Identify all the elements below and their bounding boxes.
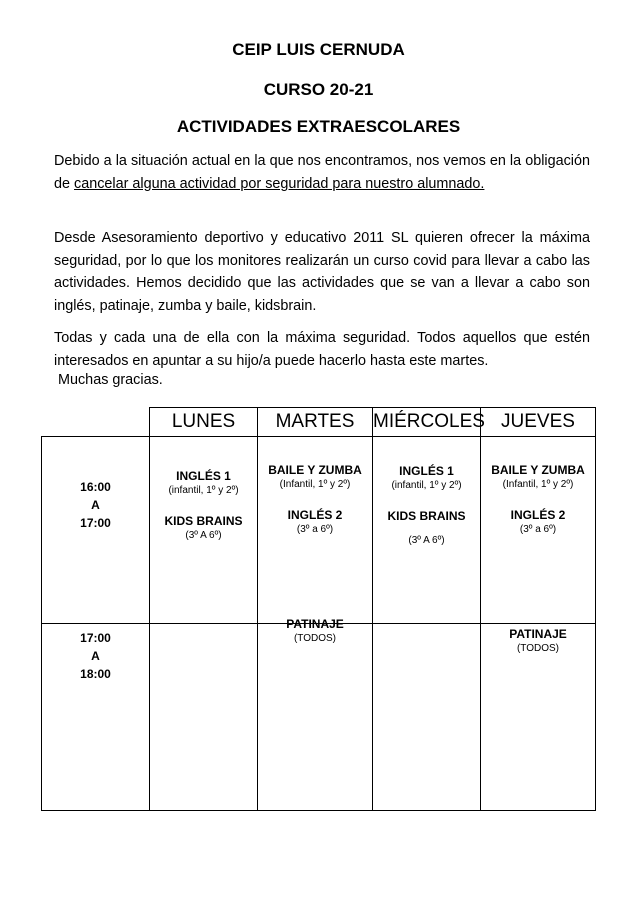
activity-group: (TODOS) [293, 633, 337, 644]
activity-name: KIDS BRAINS [387, 509, 466, 523]
slot1-end: 17:00 [80, 516, 111, 530]
activity-group: (3º a 6º) [296, 524, 334, 535]
slot1-start: 16:00 [80, 480, 111, 494]
slot2-start: 17:00 [80, 631, 111, 645]
activity-name: BAILE Y ZUMBA [491, 463, 585, 477]
day-header-wednesday: MIÉRCOLES [373, 408, 481, 437]
slot2-end: 18:00 [80, 667, 111, 681]
paragraph-provider: Desde Asesoramiento deportivo y educativo 2011 SL quieren ofrecer la máxima seguridad, por lo que los monitores realizarán un curso covid para llevar a cabo las actividades. Hemos decidido que las actividades que se van a llevar a cabo son inglés, patinaje, zumba y baile, kidsbrain. [54, 230, 590, 314]
cell-monday-slot2 [150, 624, 258, 811]
activity-name: PATINAJE [509, 627, 567, 641]
document-title: ACTIVIDADES EXTRAESCOLARES [176, 117, 461, 136]
cell-thursday-slot2 [481, 624, 596, 811]
time-slot-2 [42, 624, 150, 811]
activity-group: (Infantil, 1º y 2º) [279, 479, 351, 490]
day-header-monday: LUNES [150, 408, 258, 437]
course-year: CURSO 20-21 [263, 80, 374, 99]
paragraph-cancel [54, 150, 590, 195]
cell-thursday-slot1 [481, 437, 596, 624]
cell-tuesday-slot1 [258, 437, 373, 624]
paragraph-cancel-underlined: cancelar alguna actividad por seguridad para nuestro alumnado. [74, 175, 485, 192]
time-slot-1 [42, 437, 150, 624]
slot1-separator: A [91, 498, 100, 512]
activity-group: (TODOS) [516, 643, 560, 654]
slot2-separator: A [91, 649, 100, 663]
paragraph-cancel-text: Debido a la situación actual en la que nos encontramos, nos vemos en la obligación de [54, 153, 590, 192]
thanks-text: Muchas gracias. [58, 372, 163, 388]
day-header-tuesday: MARTES [258, 408, 373, 437]
cell-wednesday-slot2 [373, 624, 481, 811]
schedule-table [41, 407, 596, 811]
corner-cell [42, 408, 150, 437]
cell-tuesday-slot2 [258, 617, 373, 811]
activity-group: (3º A 6º) [408, 535, 445, 546]
cell-monday-slot1 [150, 437, 258, 624]
school-name: CEIP LUIS CERNUDA [232, 40, 405, 59]
day-header-thursday: JUEVES [481, 408, 596, 437]
activity-name: BAILE Y ZUMBA [268, 463, 362, 477]
activity-name: KIDS BRAINS [164, 514, 243, 528]
activity-group: (Infantil, 1º y 2º) [502, 479, 574, 490]
activity-name: INGLÉS 1 [399, 464, 454, 478]
schedule-header-row [42, 408, 596, 437]
activity-name: INGLÉS 2 [287, 508, 343, 522]
activity-group: (infantil, 1º y 2º) [168, 485, 239, 496]
activity-group: (infantil, 1º y 2º) [391, 480, 462, 491]
cell-wednesday-slot1 [373, 437, 481, 624]
activity-name: PATINAJE [286, 617, 344, 631]
activity-name: INGLÉS 1 [176, 469, 231, 483]
schedule-row-slot1 [42, 437, 596, 624]
paragraph-safety: Todas y cada una de ella con la máxima seguridad. Todos aquellos que estén interesados en apuntar a su hijo/a puede hacerlo hasta este martes. [54, 330, 590, 369]
activity-group: (3º A 6º) [185, 530, 222, 541]
activity-group: (3º a 6º) [519, 524, 557, 535]
schedule-row-slot2 [42, 624, 596, 811]
activity-name: INGLÉS 2 [510, 508, 566, 522]
